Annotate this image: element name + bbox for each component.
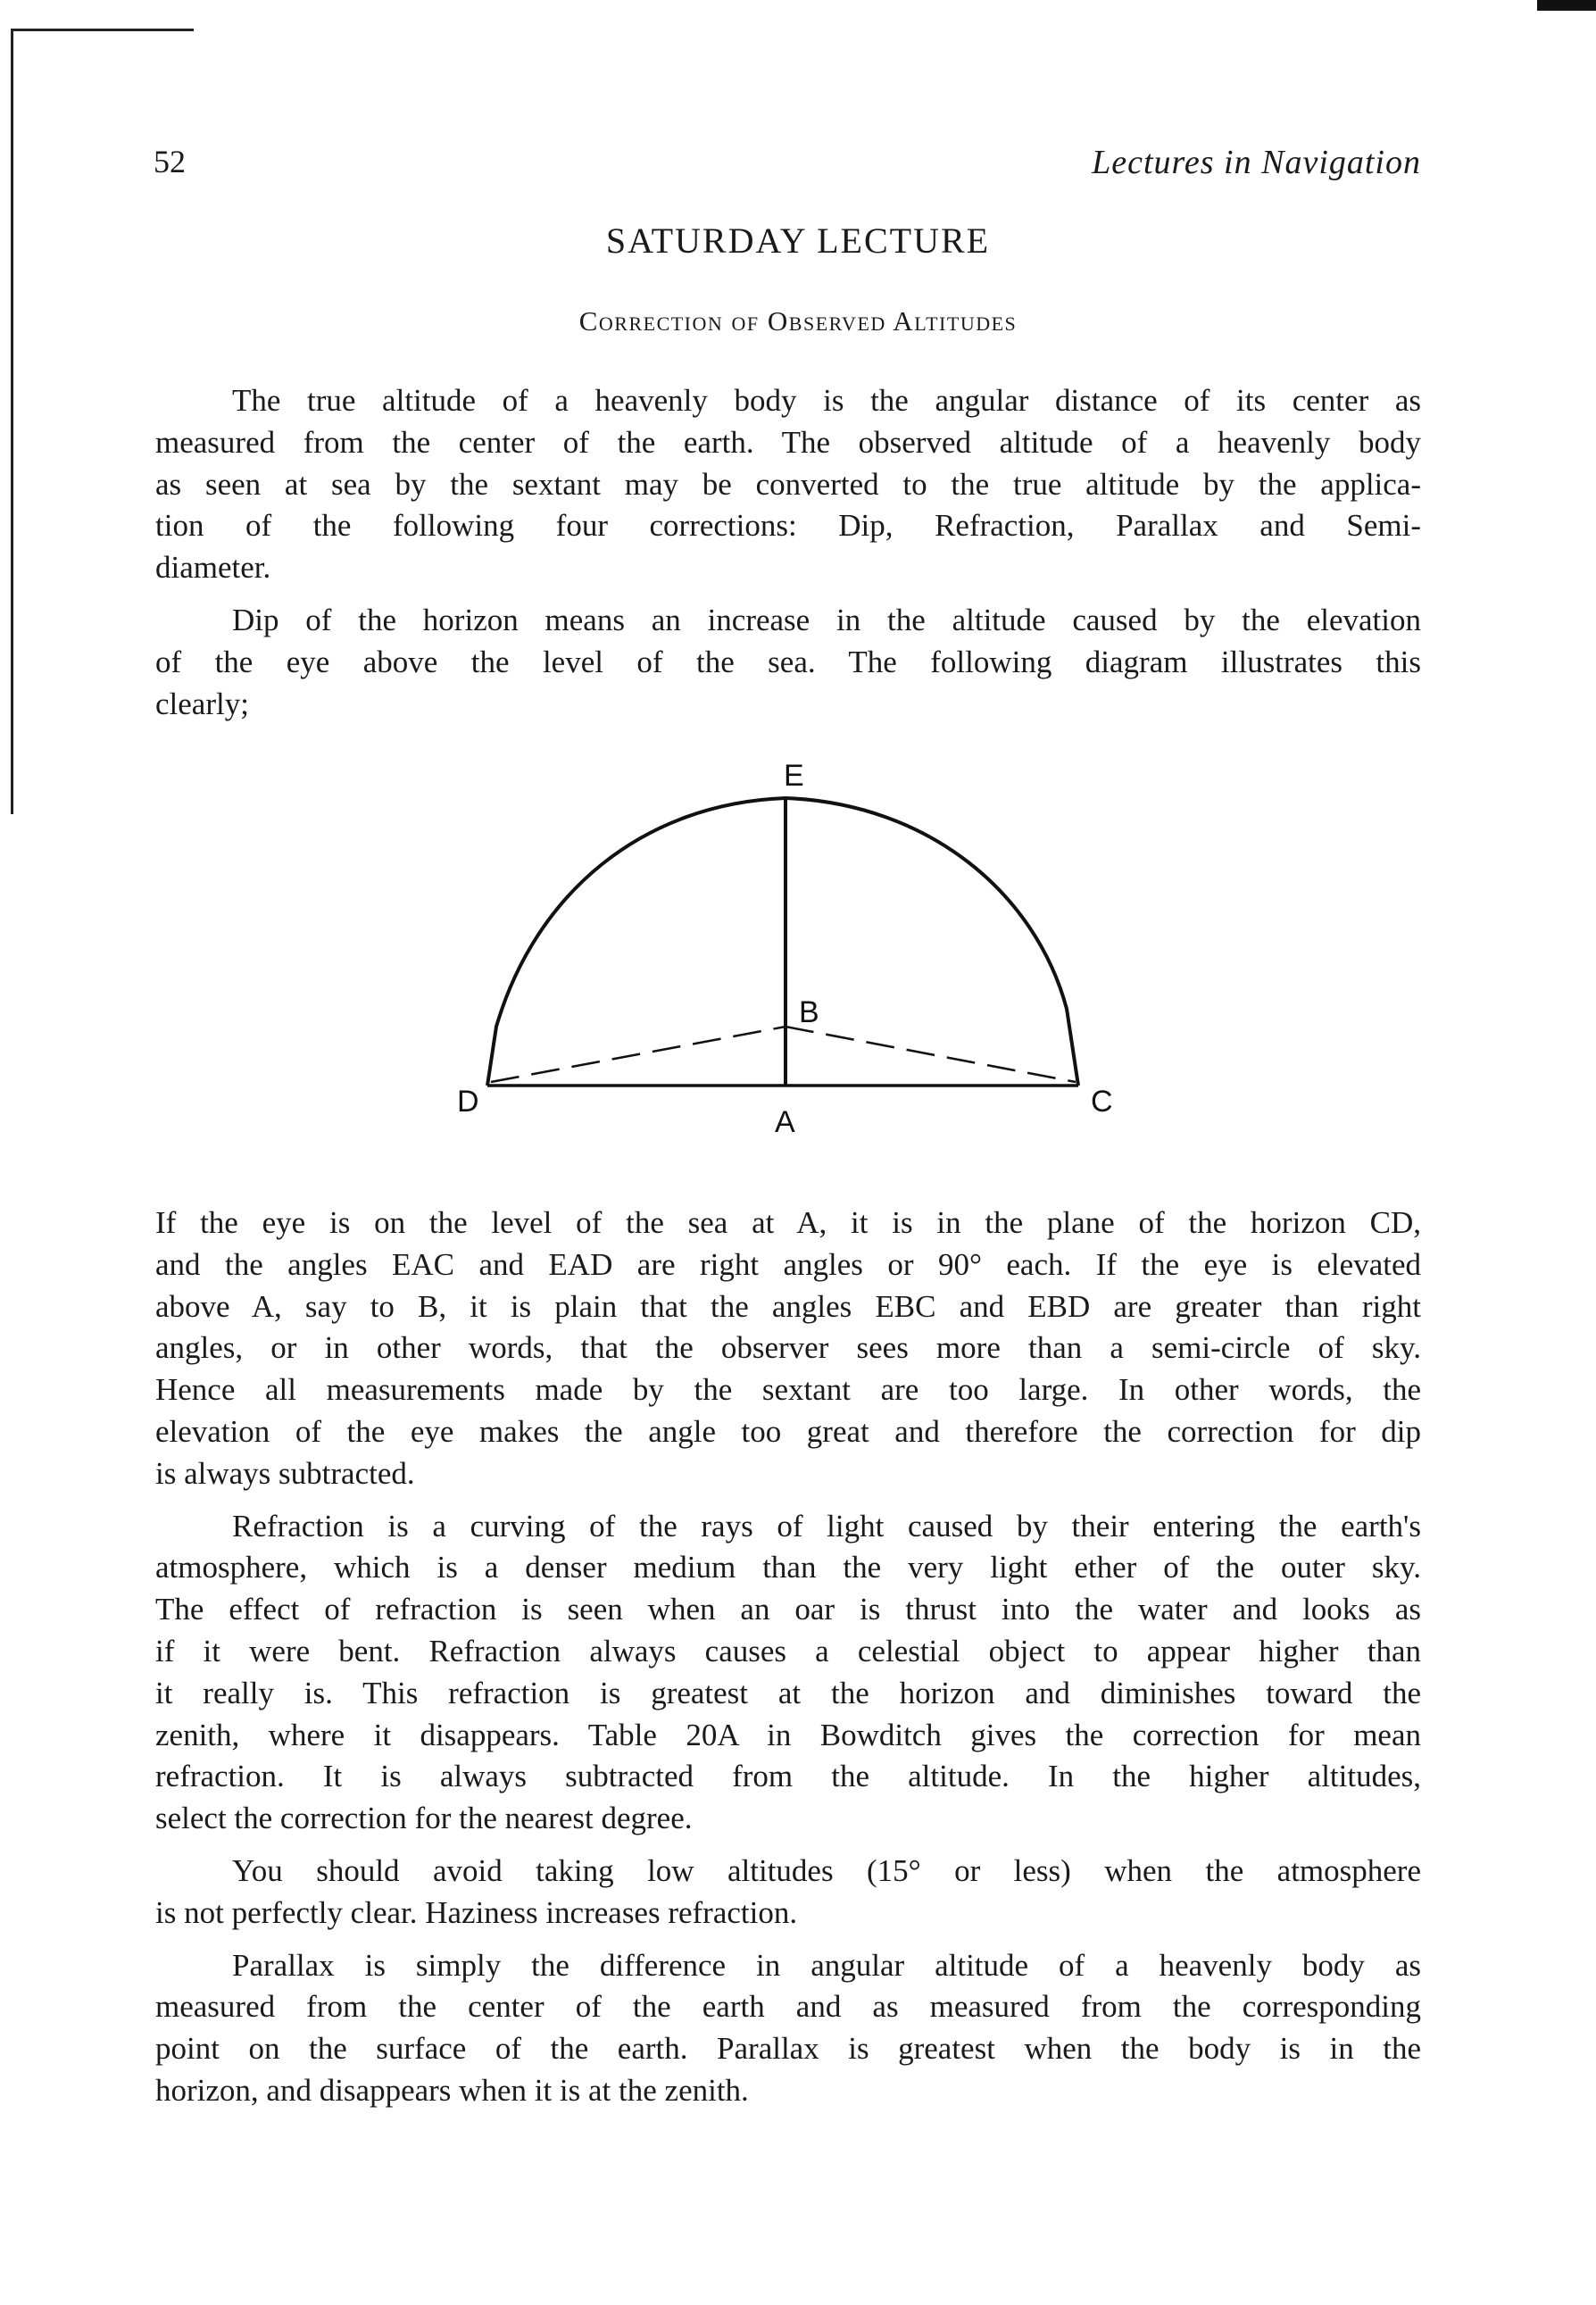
text-line: tion of the following four corrections: Dip, Refraction, Parallax and Semi-: [155, 508, 1421, 544]
text-line: zenith, where it disappears. Table 20A in Bowditch gives the correction for mean: [155, 1717, 1421, 1752]
label-D: D: [457, 1085, 479, 1119]
text-line: atmosphere, which is a denser medium than the very light ether of the outer sky.: [155, 1550, 1421, 1585]
text-line: Parallax is simply the difference in angular altitude of a heavenly body as: [232, 1947, 1421, 1983]
label-C: C: [1091, 1085, 1113, 1119]
text-line: clearly;: [155, 686, 249, 721]
text-line: angles, or in other words, that the observer sees more than a semi-circle of sky.: [155, 1330, 1421, 1366]
text-line: of the eye above the level of the sea. The following diagram illustrates this: [155, 644, 1421, 679]
text-line: You should avoid taking low altitudes (15° or less) when the atmosphere: [232, 1852, 1421, 1888]
paragraph-refraction: [155, 1506, 1421, 1840]
chapter-title: SATURDAY LECTURE: [605, 221, 991, 261]
text-line: and the angles EAC and EAD are right angles or 90° each. If the eye is elevated: [155, 1246, 1421, 1282]
text-line: above A, say to B, it is plain that the angles EBC and EBD are greater than right: [155, 1288, 1421, 1324]
text-line: diameter.: [155, 550, 271, 586]
text-line: horizon, and disappears when it is at the zenith.: [155, 2072, 749, 2108]
text-line: is not perfectly clear. Haziness increases refraction.: [155, 1894, 798, 1930]
text-block-bottom: [155, 1202, 1421, 2112]
text-line: refraction. It is always subtracted from the altitude. In the higher altitudes,: [155, 1759, 1421, 1794]
paragraph-low-altitudes: [155, 1851, 1421, 1935]
section-subtitle: Correction of Observed Altitudes: [578, 305, 1018, 337]
text-line: if it were bent. Refraction always causes a celestial object to appear higher than: [155, 1633, 1421, 1668]
text-line: it really is. This refraction is greatest at the horizon and diminishes toward the: [155, 1675, 1421, 1710]
text-line: is always subtracted.: [155, 1455, 415, 1491]
text-line: as seen at sea by the sextant may be converted to the true altitude by the applica-: [155, 466, 1421, 502]
text-line: measured from the center of the earth and as measured from the corresponding: [155, 1989, 1421, 2025]
text-line: The effect of refraction is seen when an oar is thrust into the water and looks as: [155, 1592, 1421, 1627]
text-line: Refraction is a curving of the rays of light caused by their entering the earth's: [232, 1508, 1421, 1544]
page-number: 52: [154, 144, 186, 179]
text-line: Dip of the horizon means an increase in the altitude caused by the elevation: [232, 602, 1421, 637]
label-B: B: [799, 995, 819, 1029]
paragraph-parallax: [155, 1945, 1421, 2112]
label-E: E: [784, 759, 804, 793]
sky-arc: [487, 798, 1078, 1086]
text-line: measured from the center of the earth. The observed altitude of a heavenly body: [155, 424, 1421, 460]
dashed-line-DB: [491, 1027, 786, 1082]
text-line: select the correction for the nearest degree.: [155, 1801, 693, 1836]
dashed-line-BC: [786, 1027, 1076, 1082]
text-line: point on the surface of the earth. Parallax is greatest when the body is in the: [155, 2031, 1421, 2067]
text-line: Hence all measurements made by the sextant are too large. In other words, the: [155, 1372, 1421, 1408]
text-line: If the eye is on the level of the sea at A, it is in the plane of the horizon CD,: [155, 1205, 1421, 1240]
text-line: elevation of the eye makes the angle too great and therefore the correction for dip: [155, 1413, 1421, 1449]
text-line: The true altitude of a heavenly body is the angular distance of its center as: [232, 383, 1421, 418]
label-A: A: [775, 1105, 795, 1139]
running-head: Lectures in Navigation: [1092, 144, 1421, 181]
paragraph-explanation: [155, 1202, 1421, 1495]
